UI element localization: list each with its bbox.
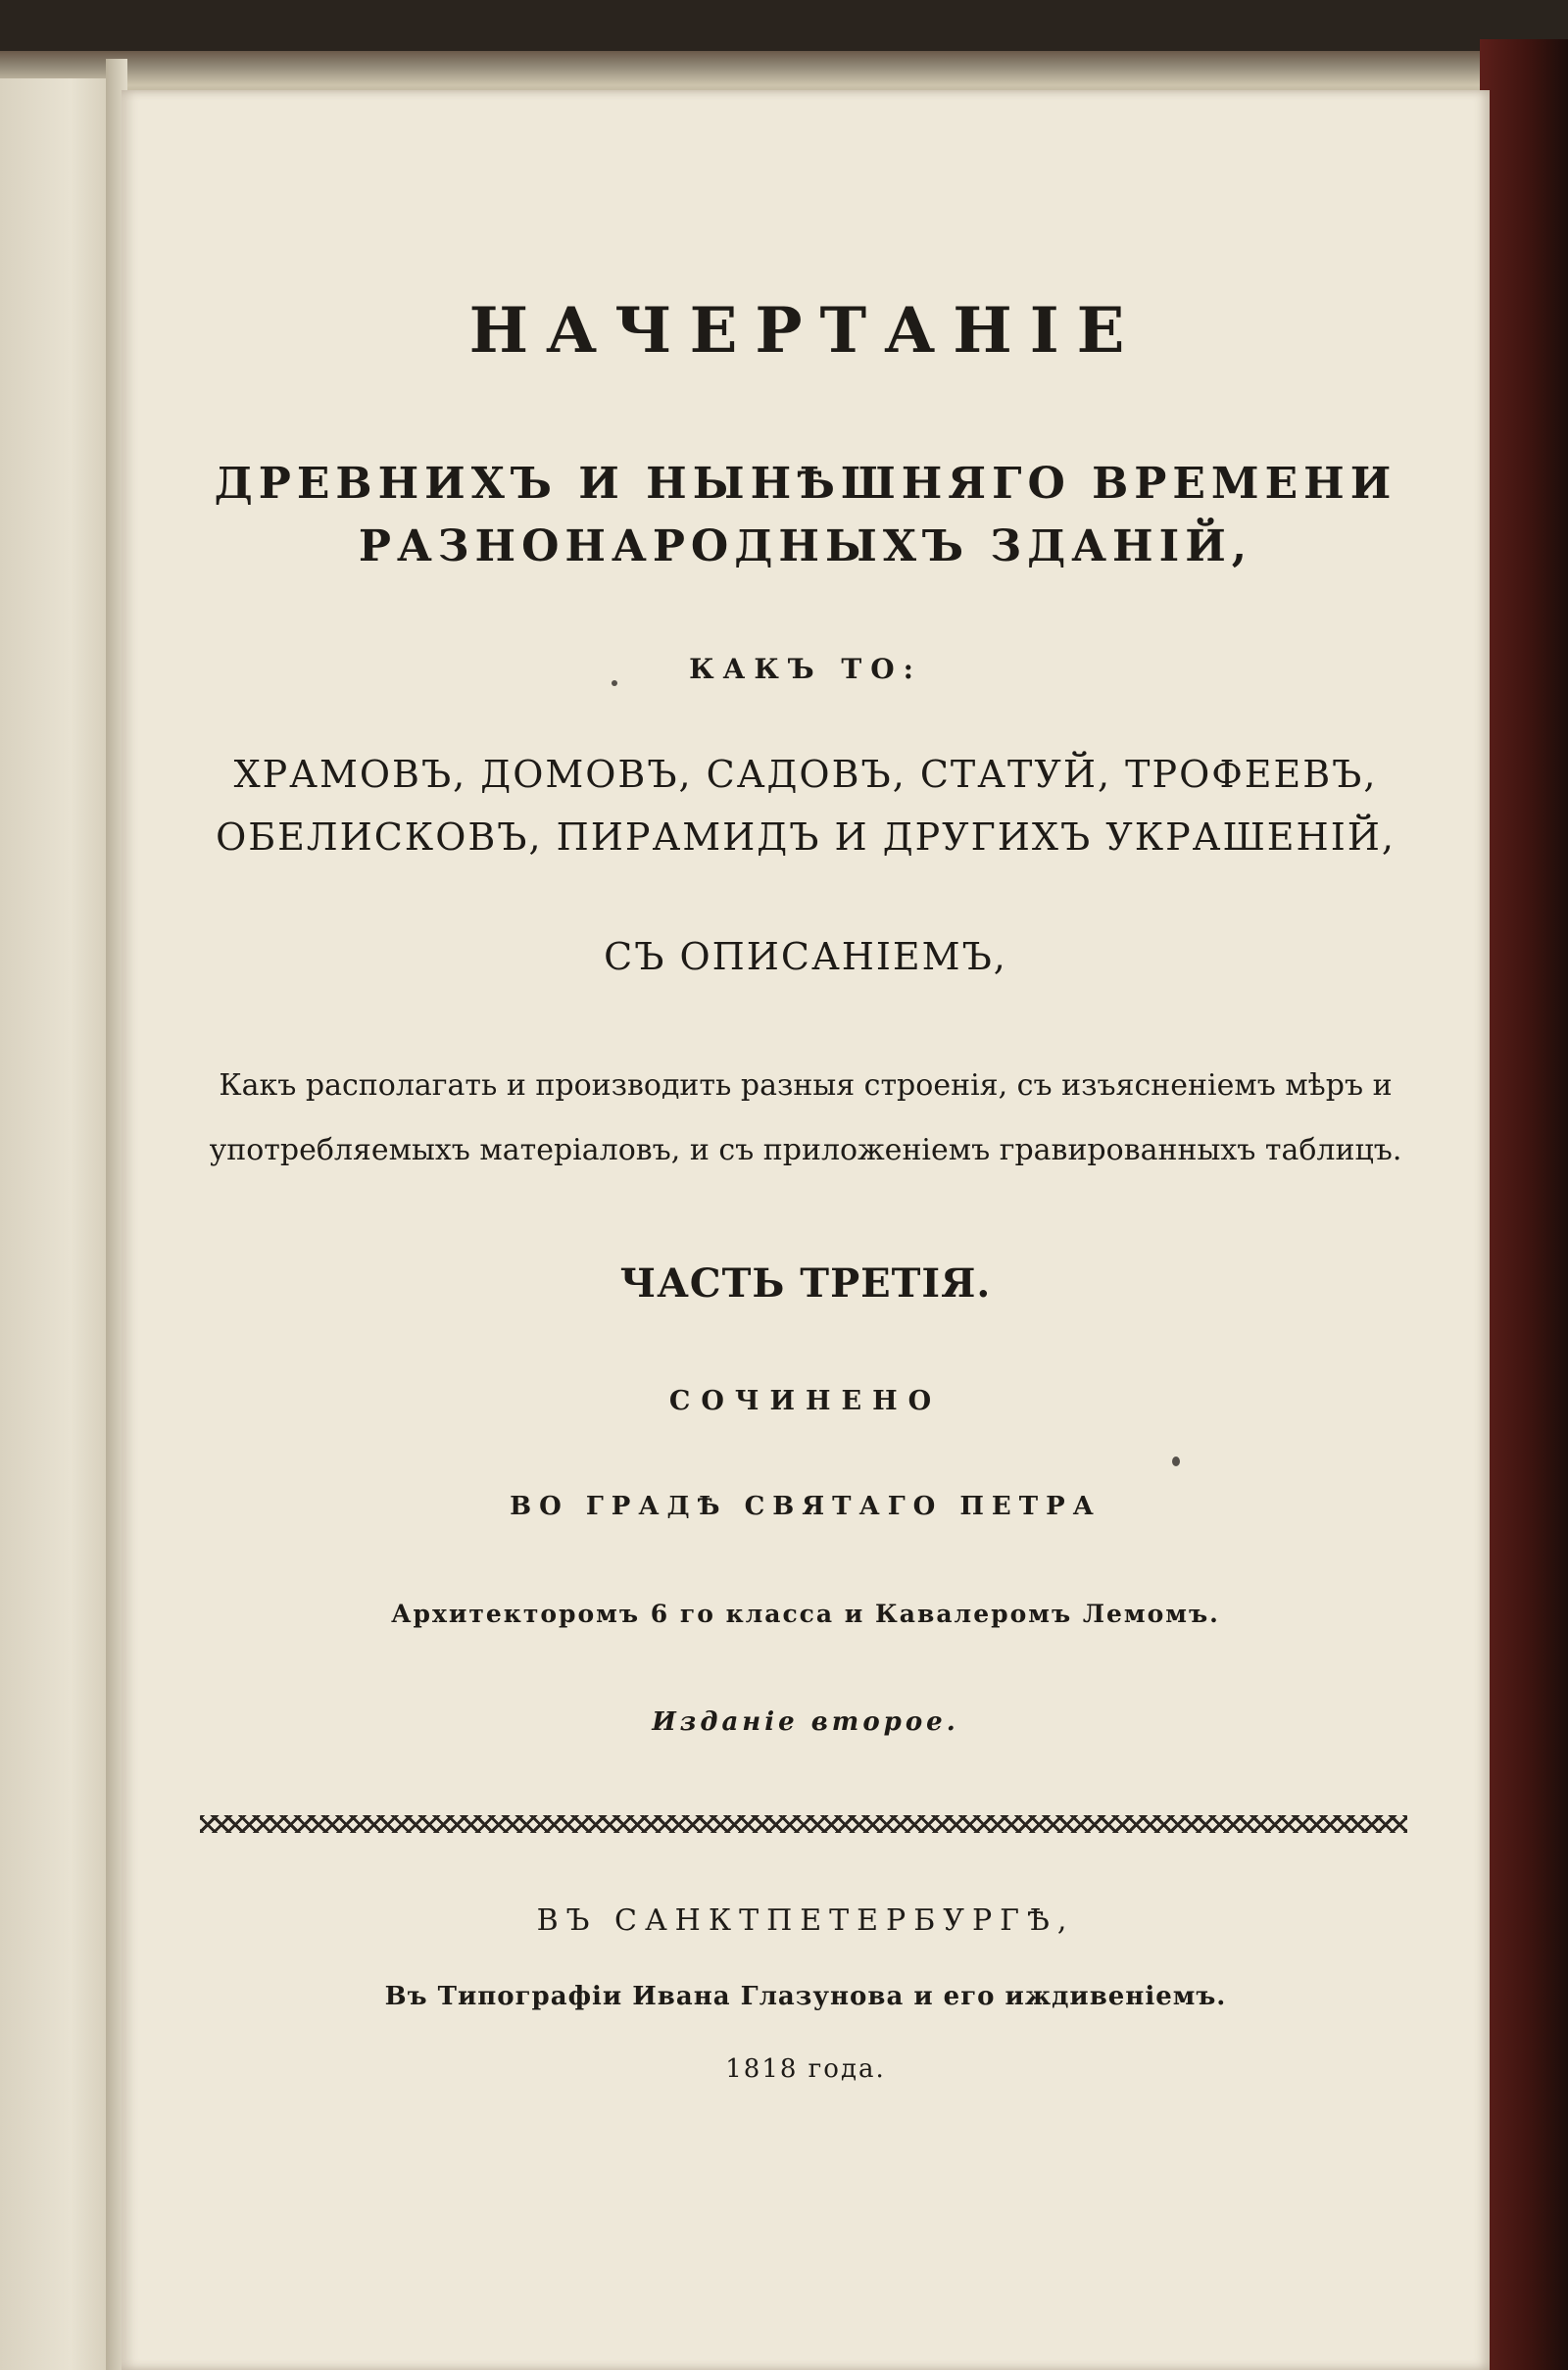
subtitle-line-2: РАЗНОНАРОДНЫХЪ ЗДАНІЙ, (358, 521, 1253, 571)
year-line: 1818 года. (725, 2054, 886, 2084)
part-heading: ЧАСТЬ ТРЕТІЯ. (619, 1260, 992, 1307)
author-line: Архитекторомъ 6 го класса и Кавалеромъ Лемомъ. (391, 1600, 1220, 1628)
ink-speck (1172, 1457, 1180, 1466)
left-page-edge (0, 78, 118, 2370)
printer-line: Въ Типографіи Ивана Глазунова и его иждивеніемъ. (384, 1982, 1227, 2011)
composed-line: СОЧИНЕНО (668, 1386, 943, 1416)
list-line-2: ОБЕЛИСКОВЪ, ПИРАМИДЪ И ДРУГИХЪ УКРАШЕНІЙ, (216, 815, 1396, 859)
description-line-2: употребляемыхъ матеріаловъ, и съ приложеніемъ гравированныхъ таблицъ. (209, 1133, 1402, 1167)
edition-line: Изданіе второе. (652, 1707, 959, 1737)
kak-to-line: КАКЪ ТО: (689, 653, 922, 685)
title-page (122, 90, 1490, 2370)
place-line: ВЪ САНКТПЕТЕРБУРГѢ, (536, 1903, 1075, 1938)
ornamental-rule (200, 1815, 1407, 1833)
ink-speck (612, 680, 617, 686)
subtitle-line-1: ДРЕВНИХЪ И НЫНѢШНЯГО ВРЕМЕНИ (214, 459, 1397, 509)
list-line-1: ХРАМОВЪ, ДОМОВЪ, САДОВЪ, СТАТУЙ, ТРОФЕЕВЪ, (233, 753, 1378, 796)
with-description-line: СЪ ОПИСАНІЕМЪ, (604, 935, 1007, 978)
book-cover-edge (1480, 39, 1568, 2370)
city-line: ВО ГРАДѢ СВЯТАГО ПЕТРА (510, 1492, 1102, 1521)
book-title: НАЧЕРТАНІЕ (468, 294, 1143, 368)
description-line-1: Какъ располагать и производить разныя строенія, съ изъясненіемъ мѣръ и (219, 1068, 1393, 1103)
